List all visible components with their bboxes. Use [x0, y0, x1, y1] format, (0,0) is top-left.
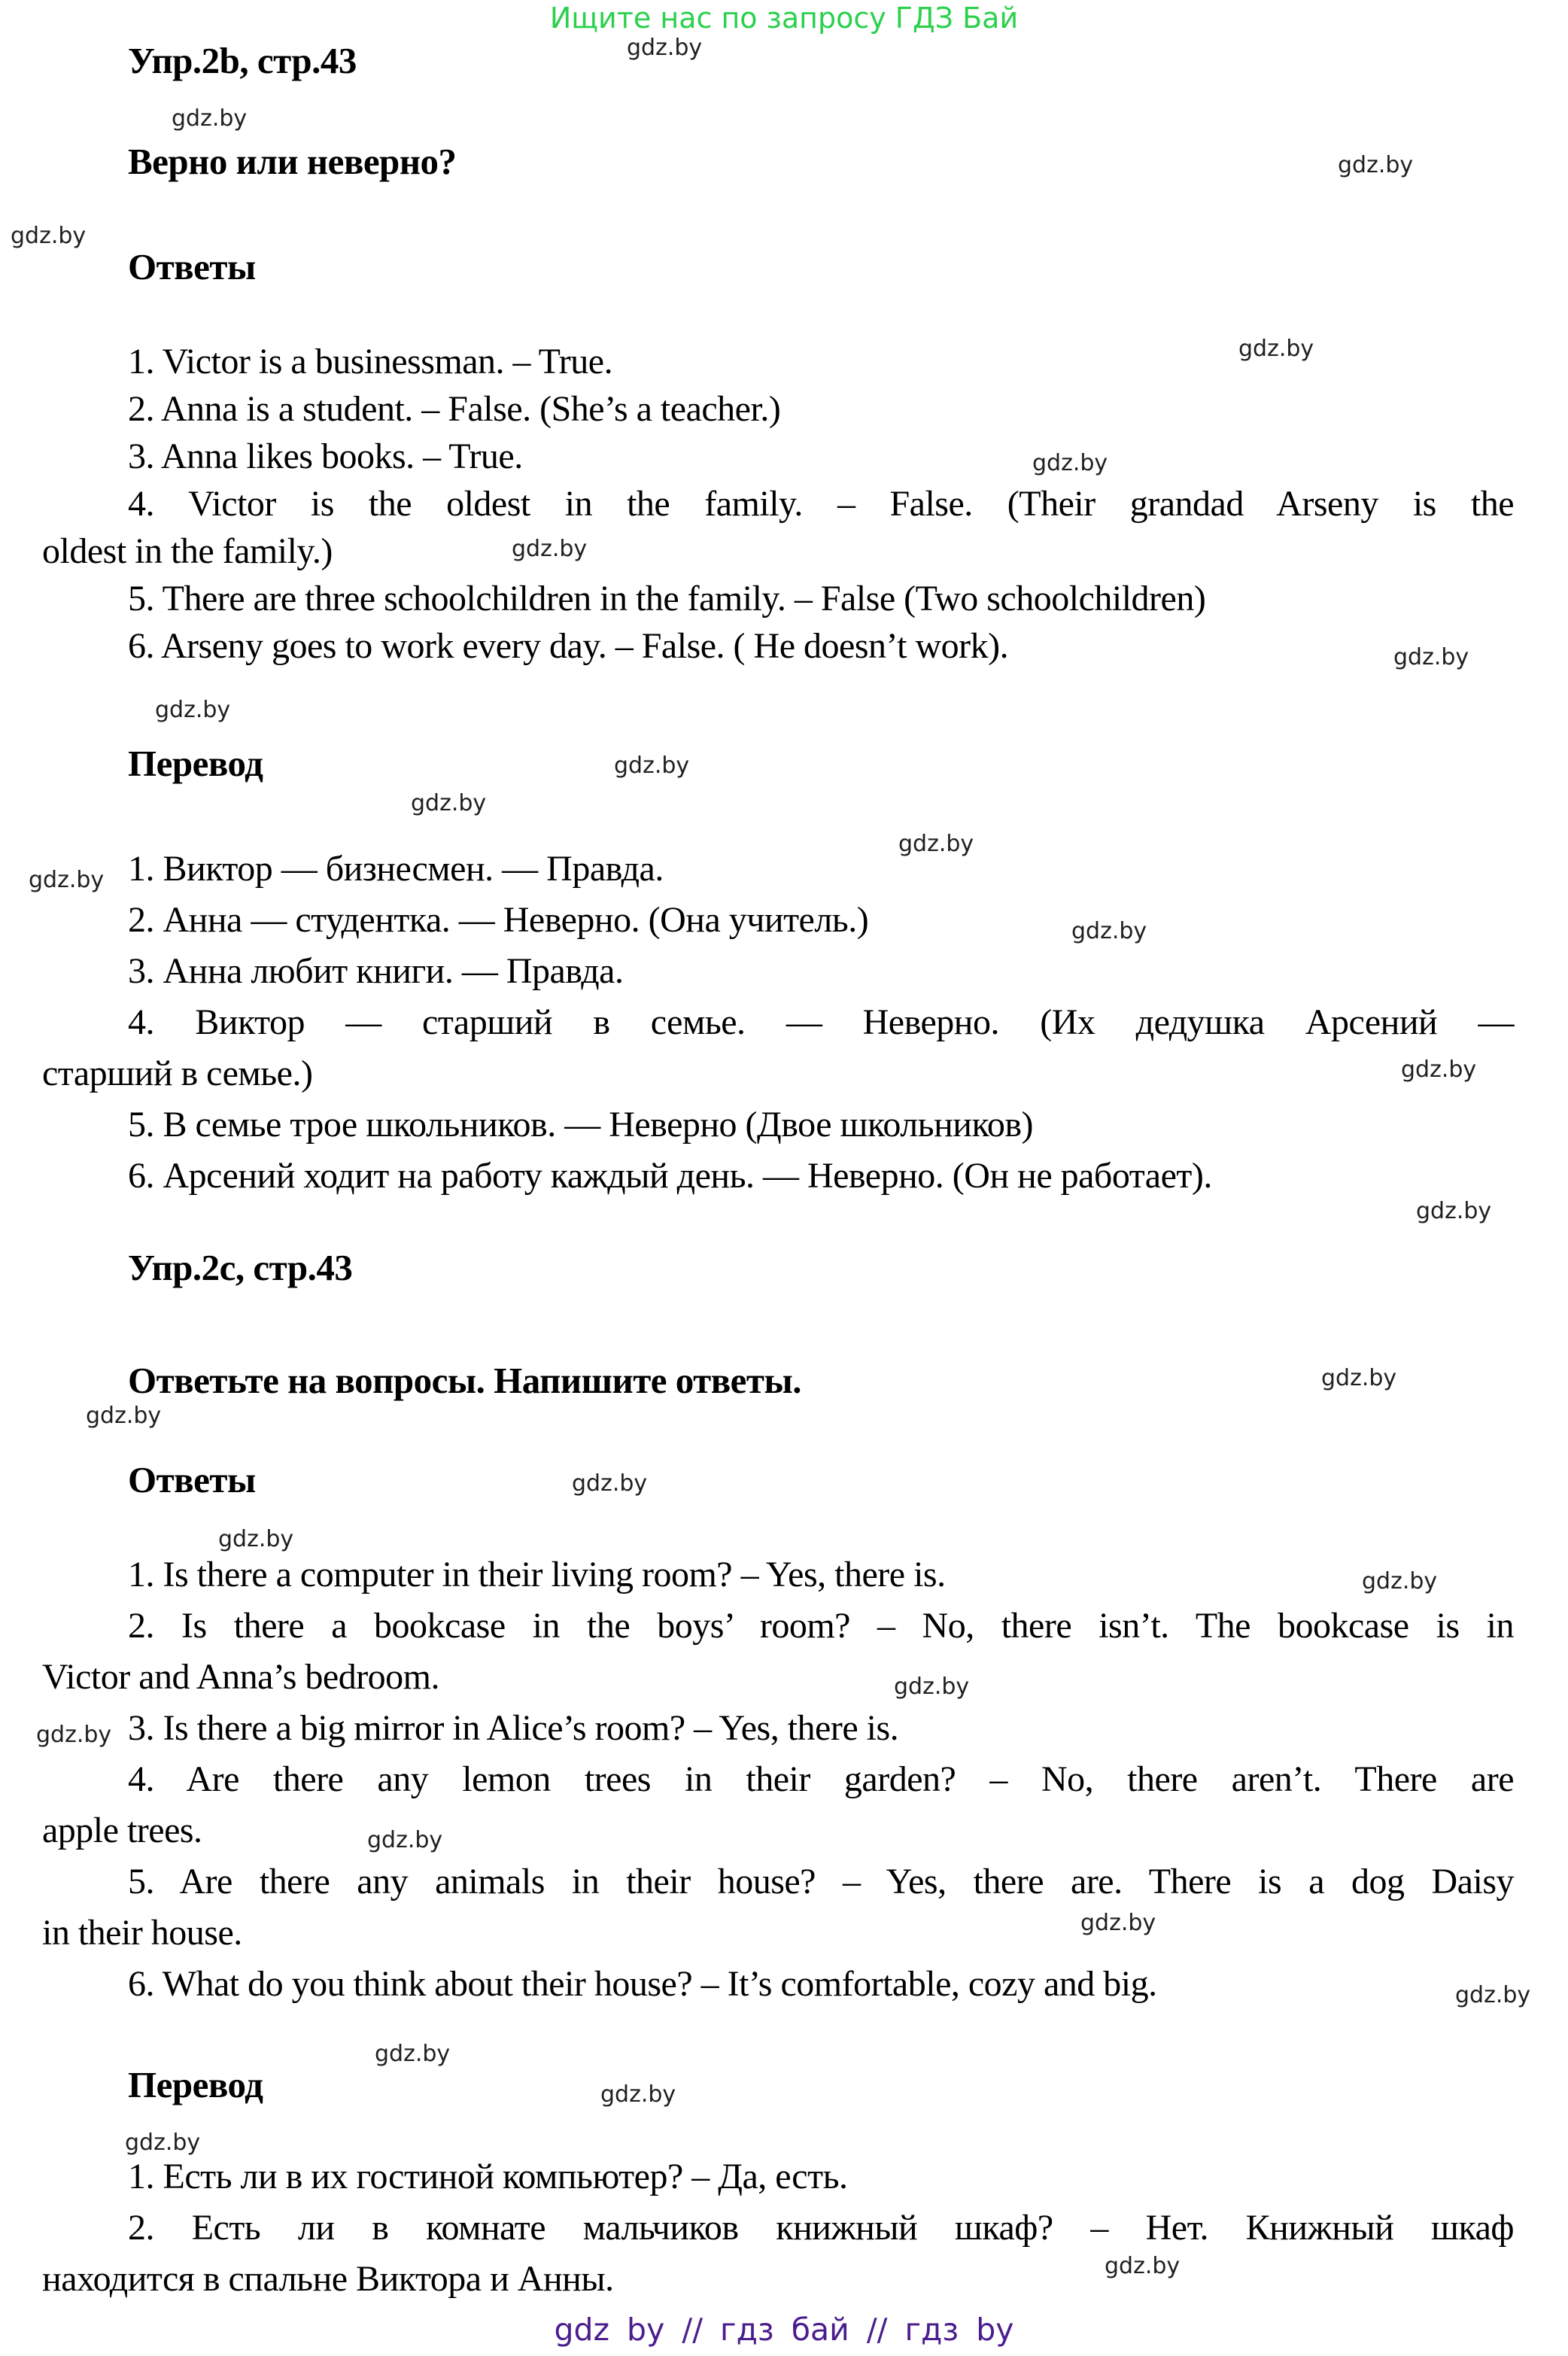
- translation-line: 3. Анна любит книги. — Правда.: [128, 951, 624, 991]
- gdz-watermark: gdz.by: [125, 2130, 201, 2156]
- gdz-watermark: gdz.by: [1338, 152, 1414, 178]
- gdz-watermark: gdz.by: [1032, 450, 1108, 476]
- answer-line: 6. What do you think about their house? – It’s comfortable, cozy and big.: [128, 1964, 1157, 2004]
- translation-line: 1. Виктор — бизнесмен. — Правда.: [128, 849, 664, 889]
- answer-line: 4. Victor is the oldest in the family. – False. (Their grandad Arseny is the: [128, 484, 1514, 524]
- translation-line: 4. Виктор — старший в семье. — Неверно. (Их дедушка Арсений —: [128, 1002, 1514, 1042]
- translation-line: 2. Есть ли в комнате мальчиков книжный шкаф? – Нет. Книжный шкаф: [128, 2208, 1514, 2248]
- gdz-watermark: gdz.by: [1416, 1198, 1492, 1224]
- gdz-watermark: gdz.by: [1455, 1982, 1531, 2008]
- answer-line: 5. There are three schoolchildren in the family. – False (Two schoolchildren): [128, 579, 1206, 619]
- gdz-watermark: gdz.by: [1321, 1365, 1397, 1391]
- answer-line: 6. Arseny goes to work every day. – False. ( He doesn’t work).: [128, 626, 1009, 666]
- gdz-watermark: gdz.by: [1105, 2253, 1181, 2279]
- gdz-watermark: gdz.by: [86, 1403, 162, 1429]
- gdz-watermark: gdz.by: [1401, 1056, 1477, 1083]
- gdz-watermark: gdz.by: [894, 1674, 970, 1700]
- answer-line: 3. Anna likes books. – True.: [128, 436, 523, 476]
- answer-line: 4. Are there any lemon trees in their garden? – No, there aren’t. There are: [128, 1759, 1514, 1799]
- translation-line: 1. Есть ли в их гостиной компьютер? – Да, есть.: [128, 2157, 848, 2196]
- exercise-2c-title: Упр.2с, стр.43: [128, 1247, 353, 1288]
- gdz-watermark: gdz.by: [155, 697, 231, 723]
- task-2b-title: Верно или неверно?: [128, 141, 457, 182]
- translation-line: 6. Арсений ходит на работу каждый день. — Неверно. (Он не работает).: [128, 1156, 1212, 1196]
- gdz-watermark: gdz.by: [1080, 1910, 1156, 1936]
- task-2c-title: Ответьте на вопросы. Напишите ответы.: [128, 1360, 801, 1401]
- answers-heading-2b: Ответы: [128, 246, 256, 287]
- answer-line: in their house.: [42, 1913, 242, 1953]
- answer-line: 2. Anna is a student. – False. (She’s a teacher.): [128, 389, 781, 429]
- answer-line: apple trees.: [42, 1810, 202, 1850]
- gdz-watermark: gdz.by: [1238, 336, 1314, 362]
- gdz-watermark: gdz.by: [218, 1526, 294, 1552]
- gdz-watermark: gdz.by: [627, 35, 703, 61]
- gdz-watermark: gdz.by: [512, 536, 588, 562]
- gdz-watermark: gdz.by: [172, 105, 248, 132]
- answer-line: 5. Are there any animals in their house? – Yes, there are. There is a dog Daisy: [128, 1862, 1514, 1902]
- gdz-watermark: gdz.by: [898, 831, 974, 857]
- answer-line: 3. Is there a big mirror in Alice’s room? – Yes, there is.: [128, 1708, 899, 1748]
- translation-heading-2c: Перевод: [128, 2064, 263, 2105]
- gdz-watermark: gdz.by: [367, 1827, 443, 1853]
- answer-line: 1. Victor is a businessman. – True.: [128, 342, 613, 382]
- answer-line: Victor and Anna’s bedroom.: [42, 1657, 440, 1697]
- promo-banner: Ищите нас по запросу ГДЗ Бай: [549, 2, 1019, 35]
- answer-line: oldest in the family.): [42, 531, 333, 571]
- gdz-watermark: gdz.by: [1393, 644, 1469, 670]
- answer-line: 2. Is there a bookcase in the boys’ room? – No, there isn’t. The bookcase is in: [128, 1606, 1514, 1646]
- gdz-watermark: gdz.by: [1071, 918, 1147, 944]
- gdz-watermark: gdz.by: [600, 2081, 676, 2108]
- translation-heading-2b: Перевод: [128, 743, 263, 784]
- gdz-watermark: gdz.by: [375, 2041, 451, 2067]
- gdz-watermark: gdz.by: [36, 1722, 112, 1748]
- translation-line: находится в спальне Виктора и Анны.: [42, 2259, 614, 2299]
- gdz-watermark: gdz.by: [11, 223, 87, 249]
- translation-line: 2. Анна — студентка. — Неверно. (Она учитель.): [128, 900, 869, 940]
- gdz-watermark: gdz.by: [29, 867, 105, 893]
- gdz-watermark: gdz.by: [1362, 1568, 1438, 1594]
- answers-heading-2c: Ответы: [128, 1459, 256, 1500]
- translation-line: 5. В семье трое школьников. — Неверно (Двое школьников): [128, 1105, 1033, 1145]
- gdz-watermark: gdz.by: [411, 790, 487, 816]
- exercise-2b-title: Упр.2b, стр.43: [128, 40, 357, 81]
- site-footer: gdz by // гдз бай // гдз by: [554, 2312, 1014, 2348]
- gdz-watermark: gdz.by: [572, 1470, 648, 1497]
- answer-line: 1. Is there a computer in their living room? – Yes, there is.: [128, 1555, 946, 1594]
- translation-line: старший в семье.): [42, 1053, 313, 1093]
- gdz-watermark: gdz.by: [614, 752, 690, 779]
